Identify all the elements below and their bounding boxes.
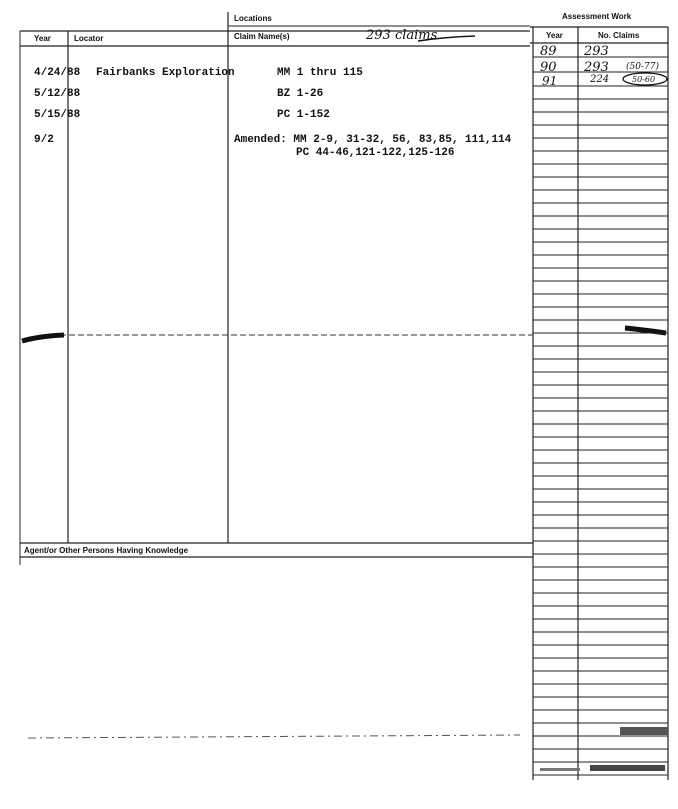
aw-note: (50-77) [626, 62, 659, 72]
entry-claims: PC 1-152 [277, 109, 330, 121]
entry-date: 9/2 [34, 134, 54, 146]
col-claim-names-header: Claim Name(s) [234, 32, 290, 41]
entry-claims: MM 1 thru 115 [277, 67, 363, 79]
aw-claims: 224 [590, 74, 610, 85]
col-year-header: Year [34, 34, 51, 43]
aw-claims: 293 [584, 44, 609, 59]
entry-date: 5/12/88 [34, 88, 81, 100]
amended-line-2: PC 44-46,121-122,125-126 [296, 147, 455, 159]
entry-locator: Fairbanks Exploration [96, 67, 235, 79]
entry-date: 5/15/88 [34, 109, 81, 121]
assessment-work-label: Assessment Work [562, 12, 632, 21]
aw-year: 90 [540, 60, 557, 75]
aw-year: 91 [542, 74, 558, 88]
entry-claims: Amended: MM 2-9, 31-32, 56, 83,85, 111,114 [234, 134, 512, 146]
entry-date: 4/24/88 [34, 67, 81, 79]
aw-year: 89 [540, 44, 557, 59]
handwritten-claim-total: 293 claims [366, 28, 438, 43]
col-aw-claims-header: No. Claims [598, 31, 640, 40]
aw-claims: 293 [584, 60, 609, 75]
entry-claims: BZ 1-26 [277, 88, 324, 100]
locations-label: Locations [234, 14, 272, 23]
agent-label: Agent/or Other Persons Having Knowledge [24, 546, 189, 555]
aw-note: 50-60 [632, 75, 656, 84]
col-locator-header: Locator [74, 34, 104, 43]
col-aw-year-header: Year [546, 31, 563, 40]
